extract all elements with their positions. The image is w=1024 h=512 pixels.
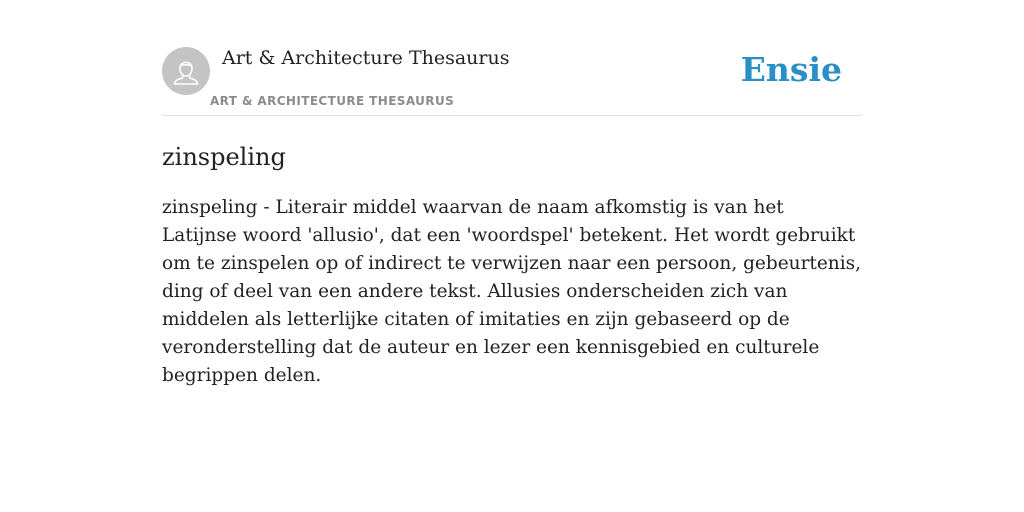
entry-card — [162, 44, 862, 390]
avatar[interactable] — [162, 47, 210, 95]
brand-logo[interactable]: Ensie — [740, 50, 842, 89]
entry-term: zinspeling — [162, 143, 286, 171]
user-icon — [162, 47, 210, 95]
source-subtitle[interactable]: ART & ARCHITECTURE THESAURUS — [210, 94, 455, 108]
source-title[interactable]: Art & Architecture Thesaurus — [222, 47, 510, 69]
entry-header — [162, 44, 862, 116]
entry-definition: zinspeling - Literair middel waarvan de naam afkomstig is van het Latijnse woord 'allusio', dat een 'woordspel' betekent. Het wordt gebruikt om te zinspelen op of indirect te verwijzen naar een persoon, gebeurtenis, ding of deel van een andere tekst. Allusies onderscheiden zich van middelen als letterlijke citaten of imitaties en zijn gebaseerd op de veronderstelling dat de auteur en lezer een kennisgebied en culturele begrippen delen. — [162, 197, 862, 386]
